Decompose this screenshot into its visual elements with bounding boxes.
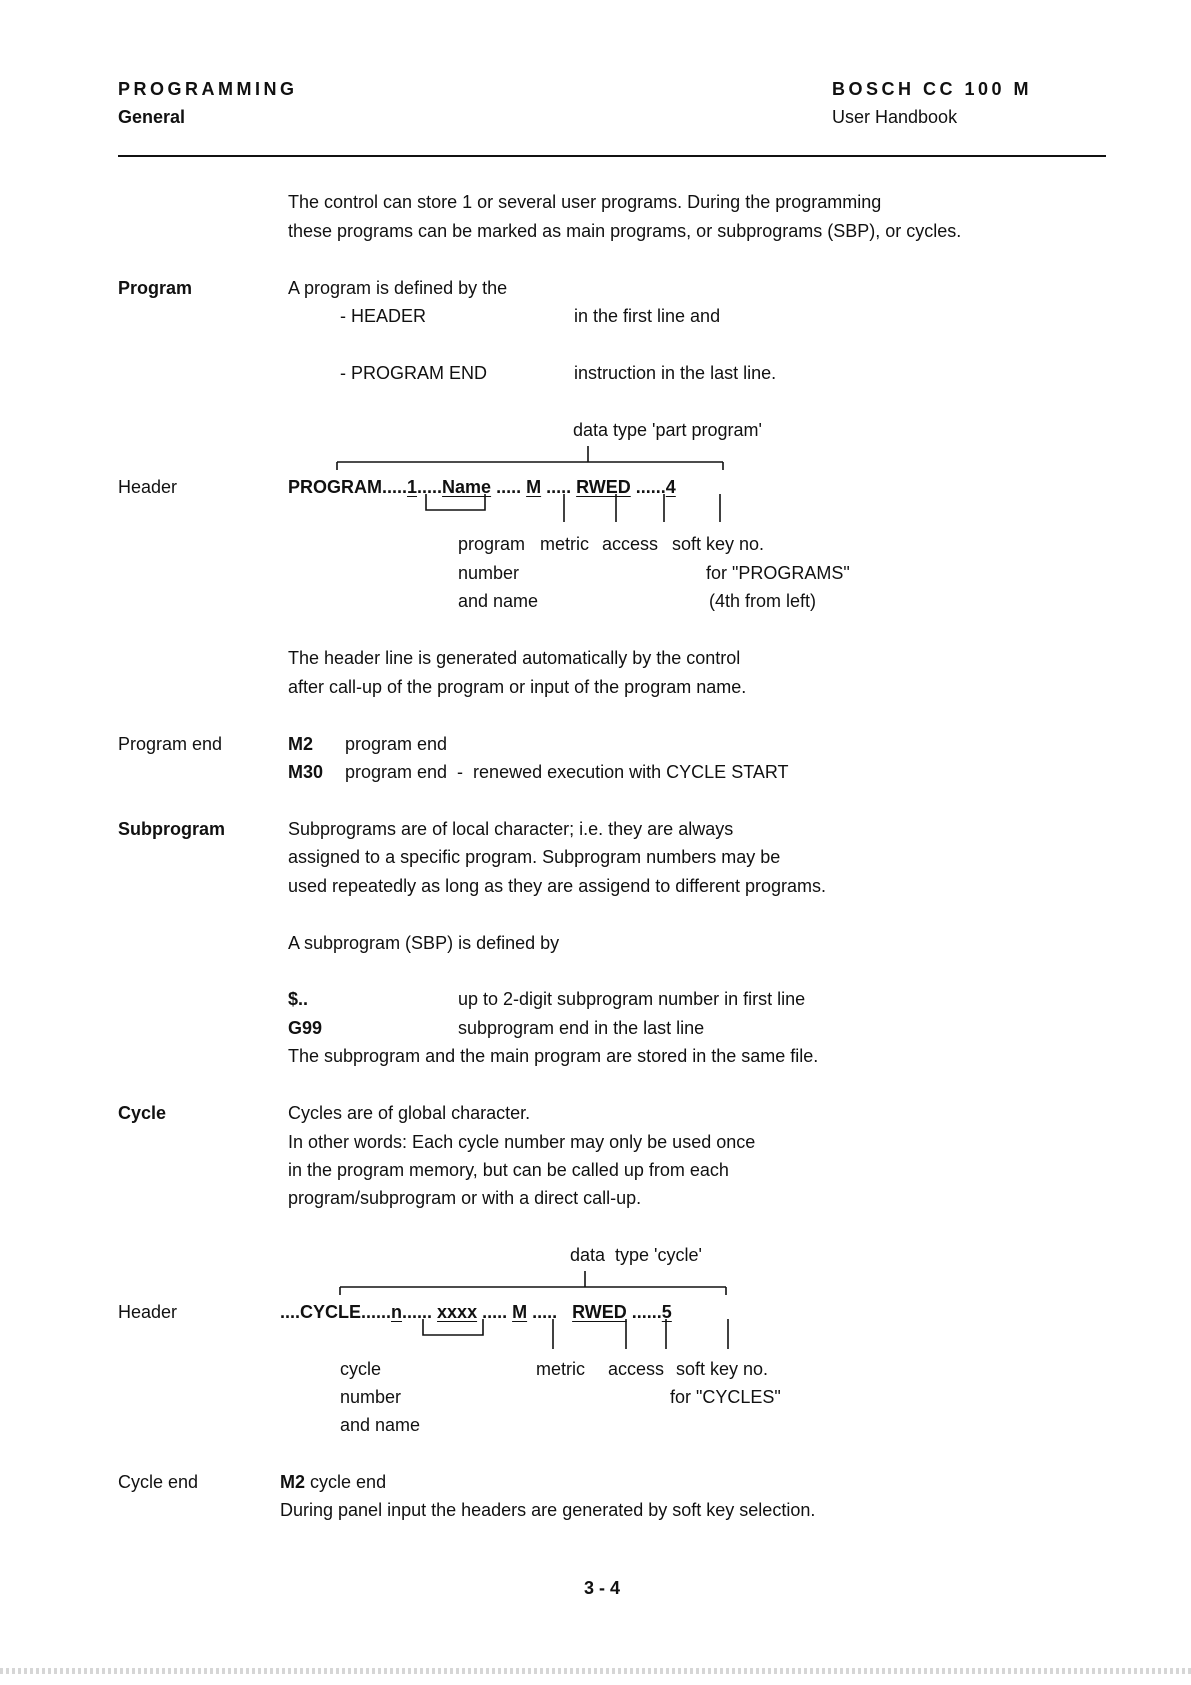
program-end-desc-m2: program end bbox=[345, 734, 448, 754]
header1-key: 4 bbox=[665, 477, 676, 497]
header1-sep3: ..... bbox=[541, 477, 577, 497]
header1-note-softkey: soft key no. bbox=[672, 534, 765, 554]
header2-note-and-name: and name bbox=[340, 1415, 421, 1435]
section-title: General bbox=[118, 107, 186, 127]
header2-prefix: ....CYCLE...... bbox=[280, 1302, 392, 1322]
program-item-end: - PROGRAM END bbox=[340, 363, 488, 383]
header2-key: 5 bbox=[661, 1302, 672, 1322]
header2-note-softkey: soft key no. bbox=[676, 1359, 769, 1379]
header1-note-fourth: (4th from left) bbox=[709, 591, 817, 611]
brand-title: BOSCH CC 100 M bbox=[832, 79, 1033, 99]
intro-line-2: these programs can be marked as main programs, or subprograms (SBP), or cycles. bbox=[288, 221, 962, 241]
cycle-text-1: Cycles are of global character. bbox=[288, 1103, 531, 1123]
program-end-desc-m30: program end - renewed execution with CYCLE START bbox=[345, 762, 789, 782]
program-defined-by: A program is defined by the bbox=[288, 278, 508, 298]
margin-label-subprogram: Subprogram bbox=[118, 819, 226, 839]
subprogram-text-2: assigned to a specific program. Subprogram numbers may be bbox=[288, 847, 781, 867]
subprogram-code-g99: G99 bbox=[288, 1018, 323, 1038]
header1-name: Name bbox=[442, 477, 492, 497]
header1-num: 1 bbox=[407, 477, 418, 497]
header2-note-for-cycles: for "CYCLES" bbox=[670, 1387, 781, 1407]
header2-rwed: RWED bbox=[572, 1302, 627, 1322]
intro-line-1: The control can store 1 or several user programs. During the programming bbox=[288, 192, 882, 212]
header2-data-type: data type 'cycle' bbox=[570, 1245, 702, 1265]
subprogram-desc-dollar: up to 2-digit subprogram number in first line bbox=[458, 989, 806, 1009]
cycle-text-3: in the program memory, but can be called up from each bbox=[288, 1160, 729, 1180]
margin-label-cycle: Cycle bbox=[118, 1103, 167, 1123]
margin-label-program: Program bbox=[118, 278, 193, 298]
header1-data-type: data type 'part program' bbox=[573, 420, 762, 440]
header1-generated-1: The header line is generated automatically by the control bbox=[288, 648, 741, 668]
header2-note-number: number bbox=[340, 1387, 402, 1407]
cycle-text-2: In other words: Each cycle number may only be used once bbox=[288, 1132, 756, 1152]
header2-sep3: ..... bbox=[527, 1302, 573, 1322]
program-item-header: - HEADER bbox=[340, 306, 427, 326]
page-number: 3 - 4 bbox=[584, 1578, 621, 1598]
header1-note-access: access bbox=[602, 534, 659, 554]
header2-note-cycle: cycle bbox=[340, 1359, 382, 1379]
subprogram-code-dollar: $.. bbox=[288, 989, 309, 1009]
cycle-text-4: program/subprogram or with a direct call-up. bbox=[288, 1188, 642, 1208]
cycle-end-code: M2 bbox=[280, 1472, 306, 1492]
margin-label-header-cycle: Header bbox=[118, 1302, 178, 1322]
header2-note-metric: metric bbox=[536, 1359, 585, 1379]
subprogram-stored: The subprogram and the main program are stored in the same file. bbox=[288, 1046, 819, 1066]
margin-label-header: Header bbox=[118, 477, 178, 497]
header1-note-number: number bbox=[458, 563, 520, 583]
header1-note-and-name: and name bbox=[458, 591, 539, 611]
header2-n: n bbox=[391, 1302, 403, 1322]
header2-line bbox=[280, 1303, 672, 1321]
header1-prefix: PROGRAM..... bbox=[288, 477, 408, 497]
header1-rwed: RWED bbox=[576, 477, 631, 497]
chapter-title: PROGRAMMING bbox=[118, 79, 298, 99]
subprogram-defined-by: A subprogram (SBP) is defined by bbox=[288, 933, 560, 953]
header2-sep2: ..... bbox=[477, 1302, 513, 1322]
cycle-end-panel: During panel input the headers are generated by soft key selection. bbox=[280, 1500, 816, 1520]
cycle-end-line bbox=[280, 1473, 386, 1491]
header1-generated-2: after call-up of the program or input of the program name. bbox=[288, 677, 747, 697]
program-item-end-desc: instruction in the last line. bbox=[574, 363, 777, 383]
handbook-subtitle: User Handbook bbox=[832, 107, 958, 127]
program-item-header-desc: in the first line and bbox=[574, 306, 721, 326]
header1-sep2: ..... bbox=[491, 477, 527, 497]
header2-m: M bbox=[512, 1302, 528, 1322]
scan-edge-strip bbox=[0, 1668, 1191, 1674]
header1-sep4: ...... bbox=[630, 477, 666, 497]
header2-note-access: access bbox=[608, 1359, 665, 1379]
program-end-code-m2: M2 bbox=[288, 734, 314, 754]
header1-sep1: ..... bbox=[417, 477, 443, 497]
margin-label-program-end: Program end bbox=[118, 734, 223, 754]
program-end-code-m30: M30 bbox=[288, 762, 324, 782]
subprogram-text-3: used repeatedly as long as they are assigend to different programs. bbox=[288, 876, 826, 896]
header2-sep4: ...... bbox=[626, 1302, 662, 1322]
header1-note-program: program bbox=[458, 534, 526, 554]
subprogram-text-1: Subprograms are of local character; i.e. they are always bbox=[288, 819, 734, 839]
subprogram-desc-g99: subprogram end in the last line bbox=[458, 1018, 705, 1038]
header1-note-for-programs: for "PROGRAMS" bbox=[706, 563, 850, 583]
header2-xxxx: xxxx bbox=[437, 1302, 478, 1322]
header1-m: M bbox=[526, 477, 542, 497]
cycle-end-desc: cycle end bbox=[310, 1472, 387, 1492]
header1-note-metric: metric bbox=[540, 534, 589, 554]
header2-sep1: ...... bbox=[402, 1302, 438, 1322]
margin-label-cycle-end: Cycle end bbox=[118, 1472, 199, 1492]
